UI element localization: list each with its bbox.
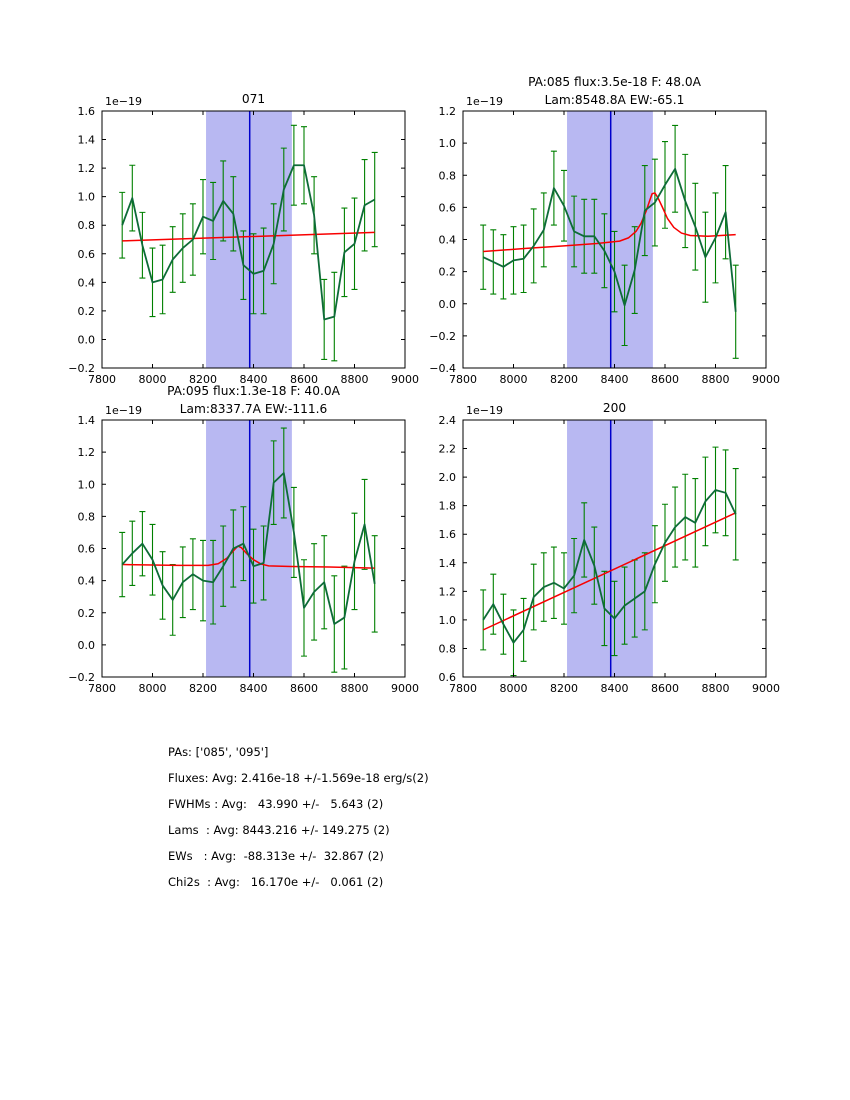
- y-tick-label: 1.4: [77, 414, 95, 427]
- plot-title: 200: [602, 401, 627, 415]
- y-tick-label: 1.2: [77, 162, 95, 176]
- y-tick-label: 0.0: [77, 638, 95, 652]
- x-tick-label: 8000: [138, 682, 167, 695]
- y-tick-label: 1.4: [77, 133, 95, 147]
- subplot-pa085-svg: [405, 53, 787, 394]
- plot-title: 071: [241, 92, 266, 106]
- y-tick-label: 0.6: [77, 542, 95, 556]
- y-tick-label: 0.6: [438, 671, 456, 684]
- y-tick-label: 2.0: [438, 471, 456, 485]
- x-tick-label: 9000: [391, 682, 419, 695]
- subplot-pa095-svg: [44, 362, 426, 703]
- y-tick-label: 1.6: [77, 105, 95, 118]
- y-tick-label: 0.0: [77, 333, 95, 347]
- y-tick-label: 1.0: [77, 478, 95, 492]
- axis-offset-label: 1e−19: [466, 95, 503, 108]
- x-tick-label: 7800: [88, 682, 116, 695]
- y-tick-label: 1.2: [77, 446, 95, 460]
- x-tick-label: 8600: [651, 682, 679, 695]
- y-tick-label: −0.4: [429, 362, 456, 375]
- y-tick-label: 1.2: [438, 105, 456, 118]
- plot-title: Lam:8548.8A EW:-65.1: [544, 93, 685, 107]
- summary-line-fluxes: Fluxes: Avg: 2.416e-18 +/-1.569e-18 erg/s(2): [168, 771, 429, 785]
- x-tick-label: 8800: [340, 373, 369, 386]
- subplot-071: [44, 53, 426, 394]
- y-tick-label: 1.2: [438, 585, 456, 599]
- plot-title: Lam:8337.7A EW:-111.6: [179, 402, 328, 416]
- x-tick-label: 7800: [449, 373, 477, 386]
- y-tick-label: 1.0: [77, 190, 95, 204]
- subplot-071-svg: [44, 53, 426, 394]
- highlight-band: [206, 111, 292, 368]
- x-tick-label: 9000: [752, 373, 780, 386]
- x-tick-label: 8600: [651, 373, 679, 386]
- y-tick-label: 1.0: [438, 137, 456, 151]
- x-tick-label: 8200: [189, 373, 217, 386]
- y-tick-label: −0.2: [68, 362, 95, 375]
- x-tick-label: 8800: [701, 373, 730, 386]
- y-tick-label: 0.4: [77, 574, 95, 588]
- plot-title: PA:085 flux:3.5e-18 F: 48.0A: [528, 75, 701, 89]
- y-tick-label: 0.8: [77, 510, 95, 524]
- subplot-pa095: [44, 362, 426, 703]
- y-tick-label: −0.2: [68, 671, 95, 684]
- summary-line-pas: PAs: ['085', '095']: [168, 745, 269, 759]
- y-tick-label: 1.8: [438, 499, 456, 513]
- summary-line-chi2s: Chi2s : Avg: 16.170e +/- 0.061 (2): [168, 875, 384, 889]
- y-tick-label: 0.2: [438, 265, 456, 279]
- x-tick-label: 9000: [391, 373, 419, 386]
- y-tick-label: 2.4: [438, 414, 456, 427]
- y-tick-label: 0.4: [438, 233, 456, 247]
- x-tick-label: 8400: [239, 682, 268, 695]
- x-tick-label: 8200: [550, 373, 578, 386]
- summary-line-fwhms: FWHMs : Avg: 43.990 +/- 5.643 (2): [168, 797, 384, 811]
- summary-stats: [168, 739, 429, 895]
- x-tick-label: 8400: [239, 373, 268, 386]
- x-tick-label: 8800: [340, 682, 369, 695]
- y-tick-label: 1.0: [438, 613, 456, 627]
- y-tick-label: 0.8: [77, 219, 95, 233]
- y-tick-label: 0.2: [77, 606, 95, 620]
- x-tick-label: 8600: [290, 373, 318, 386]
- x-tick-label: 8000: [499, 682, 528, 695]
- axis-offset-label: 1e−19: [466, 404, 503, 417]
- y-tick-label: 0.6: [77, 247, 95, 261]
- x-tick-label: 8000: [499, 373, 528, 386]
- subplot-200-svg: [405, 362, 787, 703]
- highlight-band: [206, 420, 292, 677]
- x-tick-label: 8000: [138, 373, 167, 386]
- plot-title: PA:095 flux:1.3e-18 F: 40.0A: [167, 384, 340, 398]
- y-tick-label: 0.8: [438, 642, 456, 656]
- y-tick-label: 2.2: [438, 442, 456, 456]
- y-tick-label: 1.6: [438, 528, 456, 542]
- y-tick-label: 0.0: [438, 297, 456, 311]
- y-tick-label: 0.6: [438, 201, 456, 215]
- y-tick-label: 0.4: [77, 276, 95, 290]
- x-tick-label: 8800: [701, 682, 730, 695]
- y-tick-label: 0.2: [77, 304, 95, 318]
- x-tick-label: 8200: [189, 682, 217, 695]
- subplot-pa085: [405, 53, 787, 394]
- axis-offset-label: 1e−19: [105, 95, 142, 108]
- x-tick-label: 7800: [88, 373, 116, 386]
- axis-offset-label: 1e−19: [105, 404, 142, 417]
- x-tick-label: 8400: [600, 682, 629, 695]
- y-tick-label: 0.8: [438, 169, 456, 183]
- summary-line-lams: Lams : Avg: 8443.216 +/- 149.275 (2): [168, 823, 390, 837]
- y-tick-label: −0.2: [429, 329, 456, 343]
- x-tick-label: 8200: [550, 682, 578, 695]
- subplot-200: [405, 362, 787, 703]
- y-tick-label: 1.4: [438, 556, 456, 570]
- x-tick-label: 7800: [449, 682, 477, 695]
- x-tick-label: 8400: [600, 373, 629, 386]
- summary-line-ews: EWs : Avg: -88.313e +/- 32.867 (2): [168, 849, 384, 863]
- highlight-band: [567, 420, 653, 677]
- x-tick-label: 9000: [752, 682, 780, 695]
- x-tick-label: 8600: [290, 682, 318, 695]
